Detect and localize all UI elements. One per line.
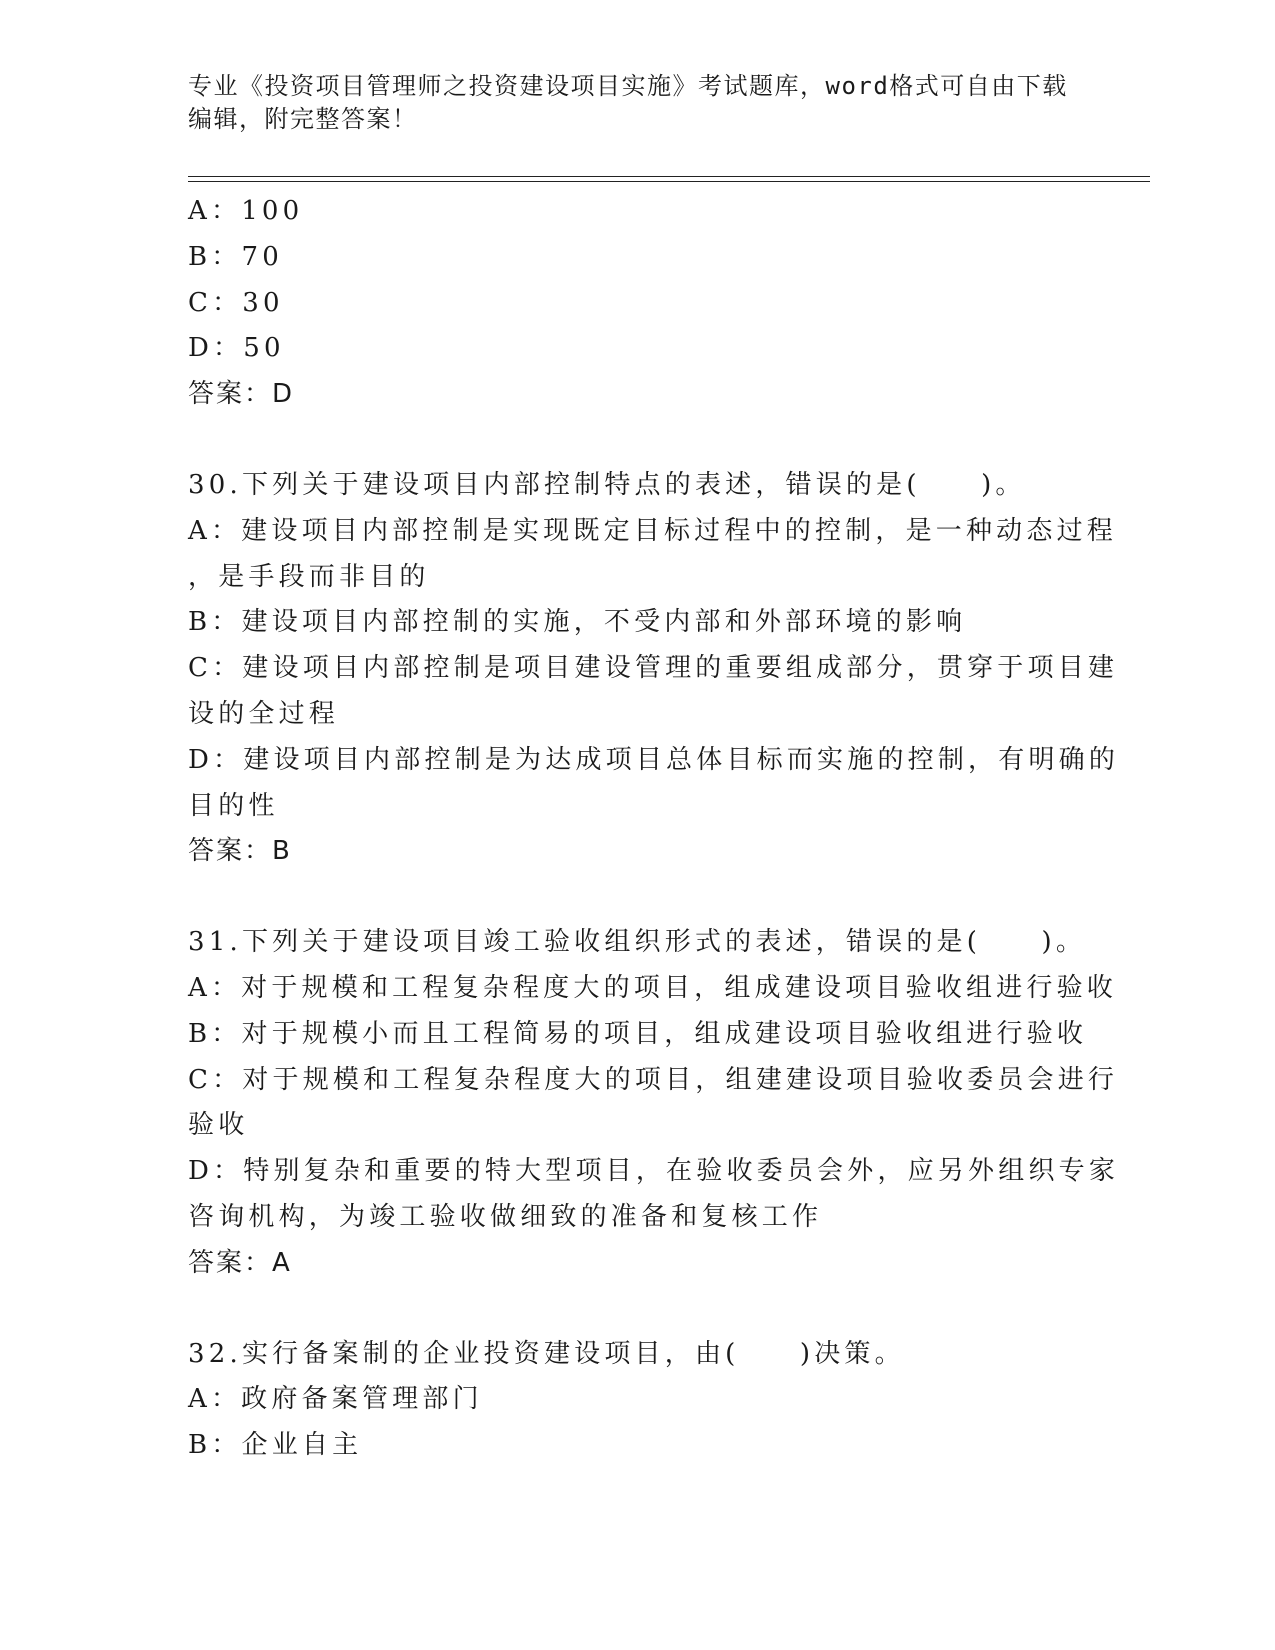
option-d: D：建设项目内部控制是为达成项目总体目标而实施的控制，有明确的	[188, 744, 1120, 775]
option-a-continued: ，是手段而非目的	[188, 561, 430, 592]
question-30-block	[188, 463, 1120, 875]
option-b: B：建设项目内部控制的实施，不受内部和外部环境的影响	[188, 607, 967, 638]
option-a: A：政府备案管理部门	[188, 1384, 483, 1415]
spacer	[188, 1287, 1088, 1332]
option-d-continued: 咨询机构，为竣工验收做细致的准备和复核工作	[188, 1201, 823, 1232]
option-c-continued: 设的全过程	[188, 698, 340, 729]
question-content	[188, 189, 1120, 1469]
option-b: B：70	[188, 241, 283, 272]
option-a: A：100	[188, 196, 304, 226]
option-b: B：企业自主	[188, 1430, 363, 1461]
question-stem: 31.下列关于建设项目竣工验收组织形式的表述，错误的是( )。	[188, 927, 1087, 958]
question-32-block	[188, 1332, 1088, 1469]
spacer	[188, 875, 1088, 920]
option-d-continued: 目的性	[188, 790, 279, 821]
header-divider-bottom	[188, 181, 1150, 182]
option-a: A：对于规模和工程复杂程度大的项目，组成建设项目验收组进行验收	[188, 972, 1117, 1003]
option-a: A：建设项目内部控制是实现既定目标过程中的控制，是一种动态过程	[188, 515, 1117, 546]
answer-line: 答案：B	[188, 836, 292, 867]
prev-question-block	[188, 189, 1088, 418]
option-c-continued: 验收	[188, 1110, 249, 1141]
question-31-block	[188, 920, 1120, 1286]
option-b: B：对于规模小而且工程简易的项目，组成建设项目验收组进行验收	[188, 1018, 1088, 1049]
spacer	[188, 418, 1088, 463]
answer-line: 答案：D	[188, 379, 295, 410]
header-divider-top	[188, 176, 1150, 177]
option-d: D：特别复杂和重要的特大型项目，在验收委员会外，应另外组织专家	[188, 1156, 1120, 1187]
question-stem: 30.下列关于建设项目内部控制特点的表述，错误的是( )。	[188, 469, 1026, 500]
option-c: C：对于规模和工程复杂程度大的项目，组建建设项目验收委员会进行	[188, 1064, 1119, 1095]
option-c: C：30	[188, 287, 284, 318]
option-d: D：50	[188, 333, 285, 364]
answer-line: 答案：A	[188, 1247, 292, 1278]
document-header: 专业《投资项目管理师之投资建设项目实施》考试题库，word格式可自由下载编辑，附完整答案！	[188, 72, 1068, 133]
question-stem: 32.实行备案制的企业投资建设项目，由( )决策。	[188, 1338, 905, 1369]
option-c: C：建设项目内部控制是项目建设管理的重要组成部分，贯穿于项目建	[188, 653, 1119, 684]
